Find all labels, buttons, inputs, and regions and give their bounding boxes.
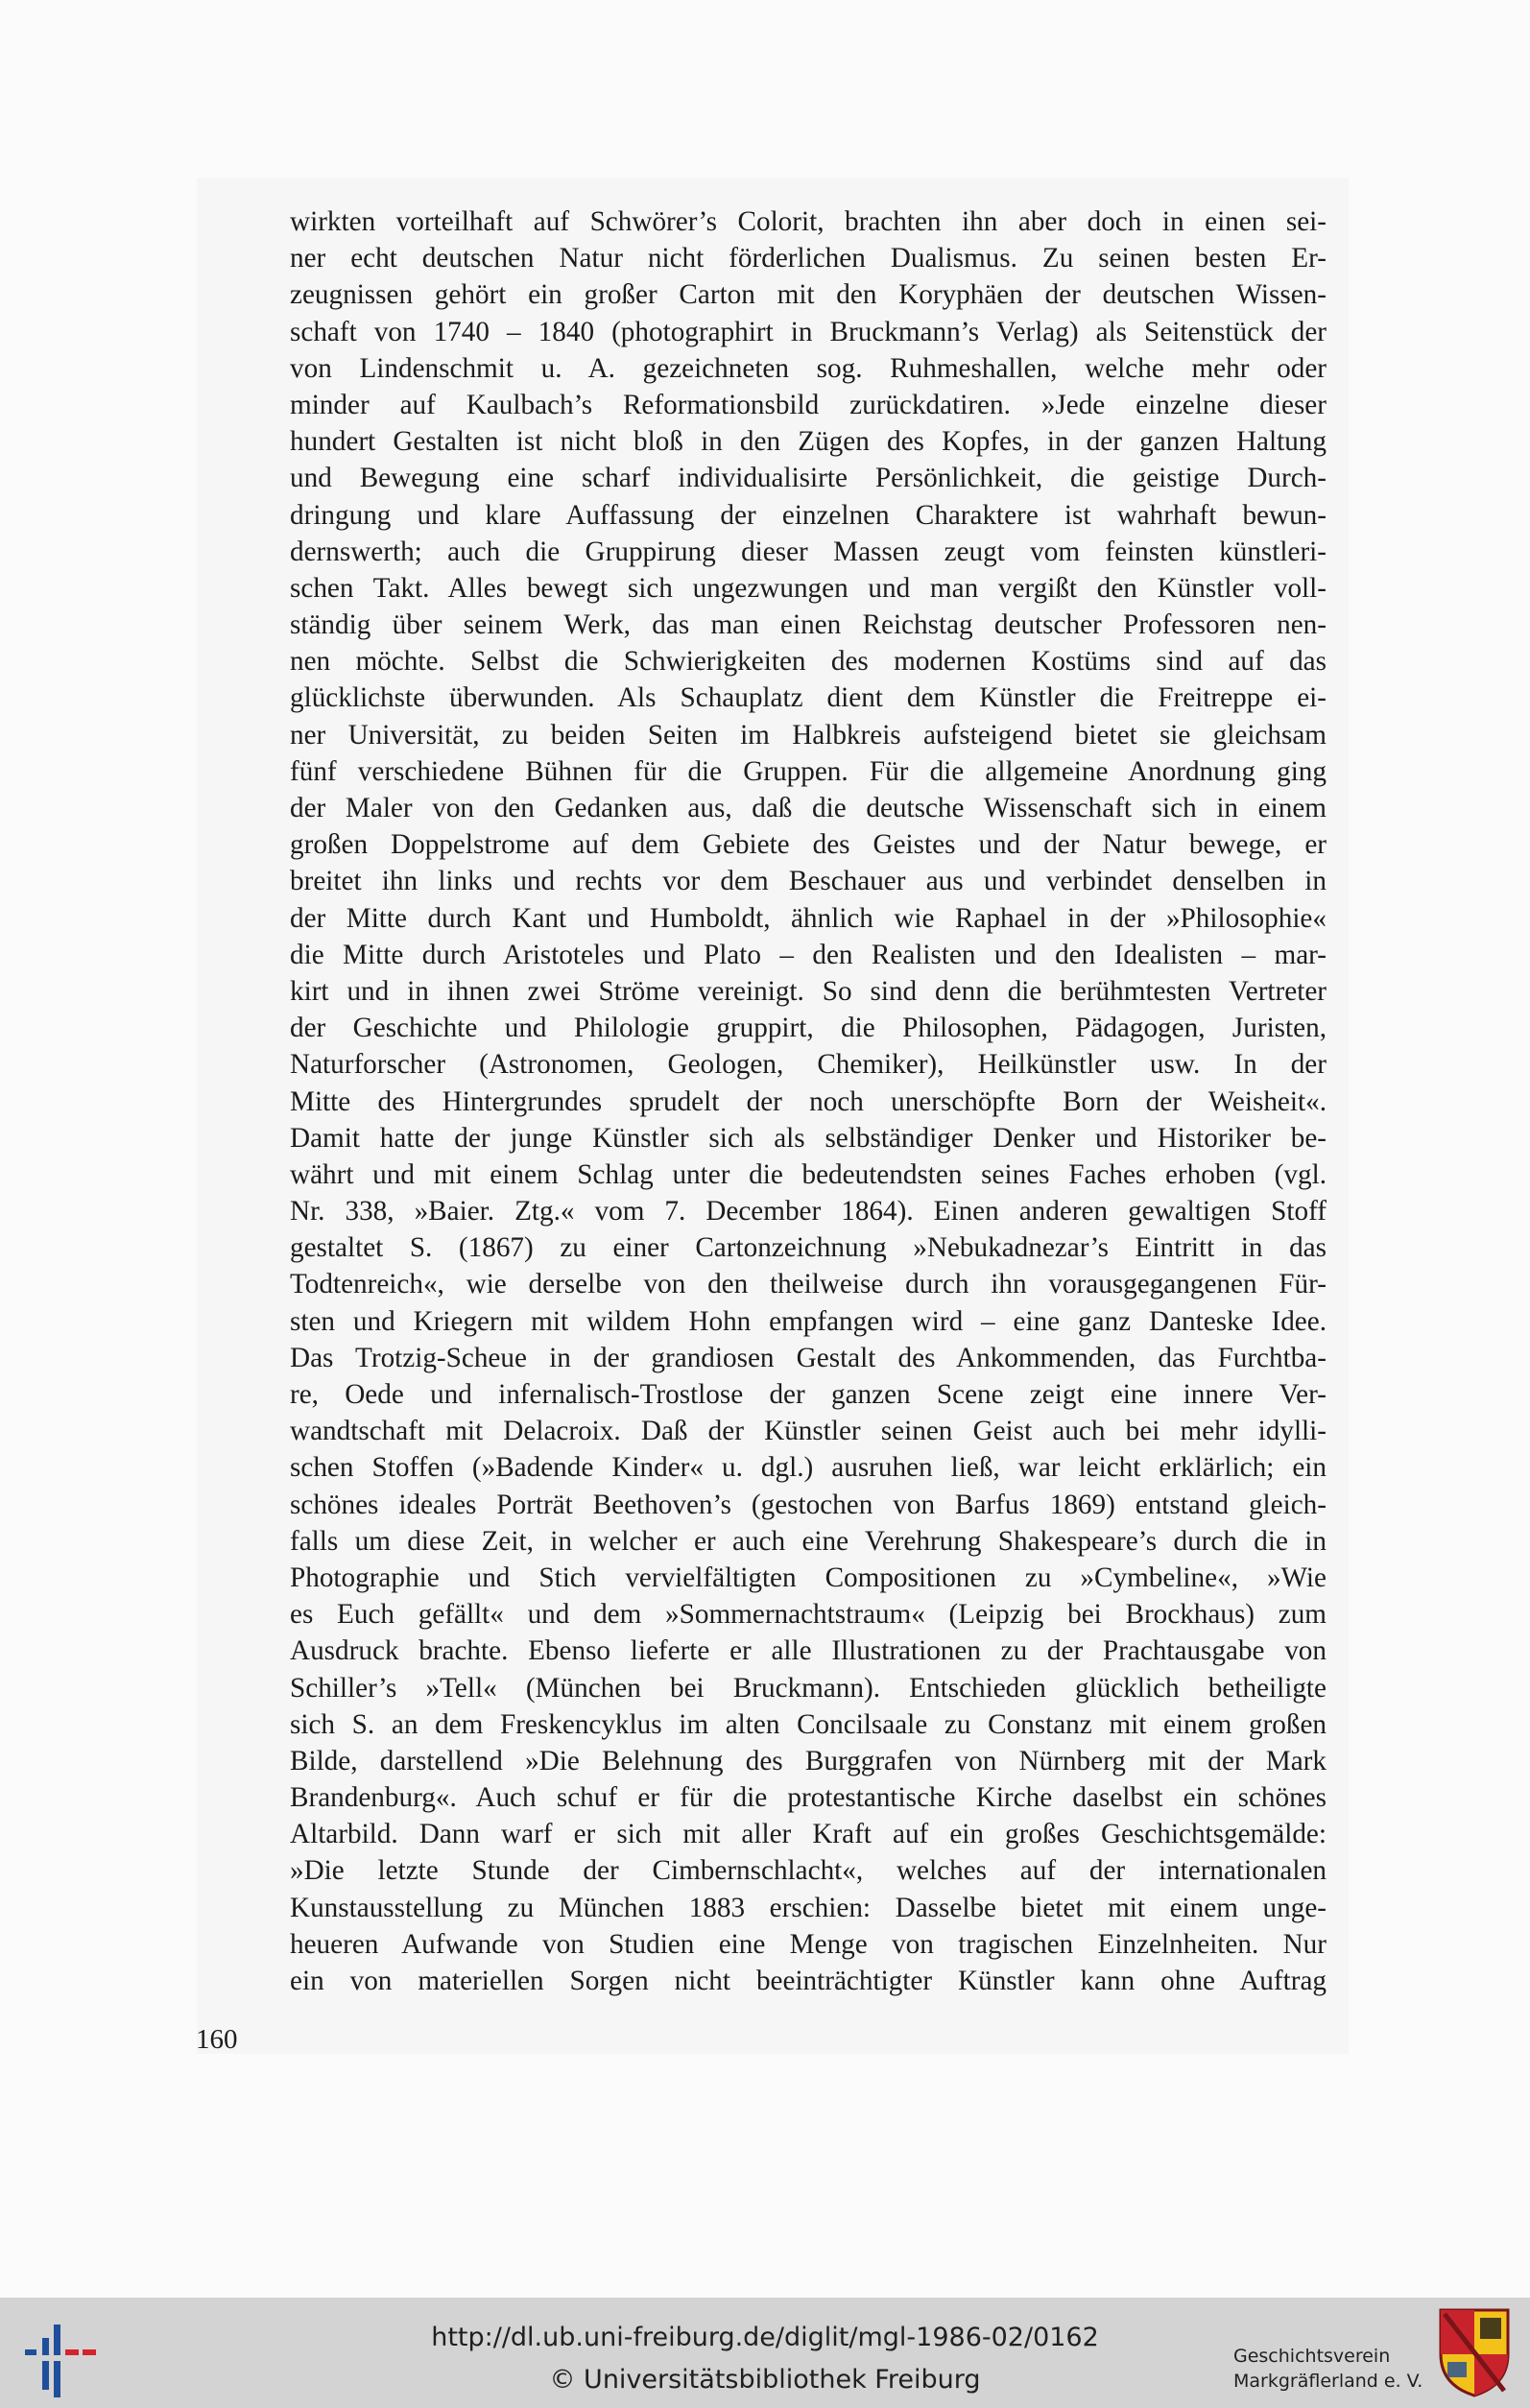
- footer-copyright: © Universitätsbibliothek Freiburg: [549, 2365, 981, 2395]
- text-line: ständig über seinem Werk, das man einen Reichstag deutscher Professoren nen-: [290, 609, 1327, 641]
- text-line: breitet ihn links und rechts vor dem Beschauer aus und verbindet denselben in: [290, 866, 1327, 897]
- text-line: fünf verschiedene Bühnen für die Gruppen. Für die allgemeine Anordnung ging: [290, 755, 1327, 787]
- text-line: wirkten vorteilhaft auf Schwörer’s Colorit, brachten ihn aber doch in einen sei-: [290, 206, 1327, 237]
- text-line: glücklichste überwunden. Als Schauplatz dient dem Künstler die Freitreppe ei-: [290, 682, 1327, 714]
- page-number: 160: [196, 2024, 238, 2055]
- text-line: schaft von 1740 – 1840 (photographirt in Bruckmann’s Verlag) als Seitenstück der: [290, 316, 1327, 347]
- text-line: heueren Aufwande von Studien eine Menge von tragischen Einzelnheiten. Nur: [290, 1928, 1327, 1960]
- text-line: falls um diese Zeit, in welcher er auch eine Verehrung Shakespeare’s durch die in: [290, 1525, 1327, 1557]
- body-text: [290, 203, 1327, 1999]
- org-name-line1: Geschichtsverein: [1233, 2346, 1391, 2367]
- text-line: schen Stoffen (»Badende Kinder« u. dgl.) ausruhen ließ, war leicht erklärlich; ein: [290, 1452, 1327, 1484]
- text-line: Todtenreich«, wie derselbe von den theilweise durch ihn vorausgegangenen Für-: [290, 1269, 1327, 1300]
- text-line: es Euch gefällt« und dem »Sommernachtstraum« (Leipzig bei Brockhaus) zum: [290, 1599, 1327, 1631]
- text-line: nen möchte. Selbst die Schwierigkeiten des modernen Kostüms sind auf das: [290, 646, 1327, 678]
- text-line: wandtschaft mit Delacroix. Daß der Künstler seinen Geist auch bei mehr idylli-: [290, 1416, 1327, 1447]
- footer-organization: [1233, 2344, 1425, 2394]
- text-line: großen Doppelstrome auf dem Gebiete des Geistes und der Natur bewege, er: [290, 829, 1327, 861]
- text-line: ner echt deutschen Natur nicht förderlichen Dualismus. Zu seinen besten Er-: [290, 243, 1327, 274]
- text-line: Ausdruck brachte. Ebenso lieferte er alle Illustrationen zu der Prachtausgabe von: [290, 1635, 1327, 1667]
- text-line: währt und mit einem Schlag unter die bedeutendsten seines Faches erhoben (vgl.: [290, 1158, 1327, 1190]
- text-line: hundert Gestalten ist nicht bloß in den Zügen des Kopfes, in der ganzen Haltung: [290, 426, 1327, 458]
- text-line: von Lindenschmit u. A. gezeichneten sog. Ruhmeshallen, welche mehr oder: [290, 352, 1327, 384]
- footer-url[interactable]: http://dl.ub.uni-freiburg.de/diglit/mgl-1986-02/0162: [431, 2323, 1099, 2352]
- text-line: der Maler von den Gedanken aus, daß die deutsche Wissenschaft sich in einem: [290, 793, 1327, 823]
- text-line: der Geschichte und Philologie gruppirt, die Philosophen, Pädagogen, Juristen,: [290, 1013, 1327, 1044]
- text-line: Kunstausstellung zu München 1883 erschien: Dasselbe bietet mit einem unge-: [290, 1892, 1327, 1923]
- text-line: sich S. an dem Freskencyklus im alten Concilsaale zu Constanz mit einem großen: [290, 1708, 1327, 1740]
- text-line: kirt und in ihnen zwei Ströme vereinigt. So sind denn die berühmtesten Vertreter: [290, 975, 1327, 1007]
- text-line: Damit hatte der junge Künstler sich als selbständiger Denker und Historiker be-: [290, 1122, 1327, 1154]
- text-line: Altarbild. Dann warf er sich mit aller Kraft auf ein großes Geschichtsgemälde:: [290, 1819, 1327, 1850]
- text-line: Mitte des Hintergrundes sprudelt der noch unerschöpfte Born der Weisheit«.: [290, 1085, 1327, 1117]
- text-line: und Bewegung eine scharf individualisirte Persönlichkeit, die geistige Durch-: [290, 463, 1327, 494]
- text-line: dernswerth; auch die Gruppirung dieser Massen zeugt vom feinsten künstleri-: [290, 536, 1327, 567]
- text-line: Schiller’s »Tell« (München bei Bruckmann). Entschieden glücklich betheiligte: [290, 1672, 1327, 1704]
- text-line: Naturforscher (Astronomen, Geologen, Chemiker), Heilkünstler usw. In der: [290, 1049, 1327, 1081]
- text-line: Bilde, darstellend »Die Belehnung des Burggrafen von Nürnberg mit der Mark: [290, 1745, 1327, 1776]
- text-line: Das Trotzig-Scheue in der grandiosen Gestalt des Ankommenden, das Furchtba-: [290, 1342, 1327, 1373]
- text-line: die Mitte durch Aristoteles und Plato – den Realisten und den Idealisten – mar-: [290, 939, 1327, 970]
- text-line: re, Oede und infernalisch-Trostlose der ganzen Scene zeigt eine innere Ver-: [290, 1379, 1327, 1410]
- text-line: minder auf Kaulbach’s Reformationsbild zurückdatiren. »Jede einzelne dieser: [290, 389, 1327, 420]
- text-line: schen Takt. Alles bewegt sich ungezwungen und man vergißt den Künstler voll-: [290, 572, 1327, 604]
- text-line: ein von materiellen Sorgen nicht beeinträchtigter Künstler kann ohne Auftrag: [290, 1966, 1327, 1996]
- org-name-line2: Markgräflerland e. V.: [1233, 2371, 1423, 2392]
- text-line: der Mitte durch Kant und Humboldt, ähnlich wie Raphael in der »Philosophie«: [290, 902, 1327, 934]
- text-line: dringung und klare Auffassung der einzelnen Charaktere ist wahrhaft bewun-: [290, 499, 1327, 531]
- text-line: »Die letzte Stunde der Cimbernschlacht«, welches auf der internationalen: [290, 1855, 1327, 1887]
- text-line: Nr. 338, »Baier. Ztg.« vom 7. December 1864). Einen anderen gewaltigen Stoff: [290, 1196, 1327, 1228]
- text-line: schönes ideales Porträt Beethoven’s (gestochen von Barfus 1869) entstand gleich-: [290, 1489, 1327, 1520]
- text-line: zeugnissen gehört ein großer Carton mit den Koryphäen der deutschen Wissen-: [290, 279, 1327, 311]
- geschichtsverein-crest-icon: [1437, 2306, 1512, 2398]
- text-line: Brandenburg«. Auch schuf er für die protestantische Kirche daselbst ein schönes: [290, 1782, 1327, 1814]
- text-line: gestaltet S. (1867) zu einer Cartonzeichnung »Nebukadnezar’s Eintritt in das: [290, 1232, 1327, 1264]
- text-line: sten und Kriegern mit wildem Hohn empfangen wird – eine ganz Danteske Idee.: [290, 1305, 1327, 1337]
- text-line: Photographie und Stich vervielfältigten Compositionen zu »Cymbeline«, »Wie: [290, 1562, 1327, 1593]
- text-line: ner Universität, zu beiden Seiten im Halbkreis aufsteigend bietet sie gleichsam: [290, 719, 1327, 751]
